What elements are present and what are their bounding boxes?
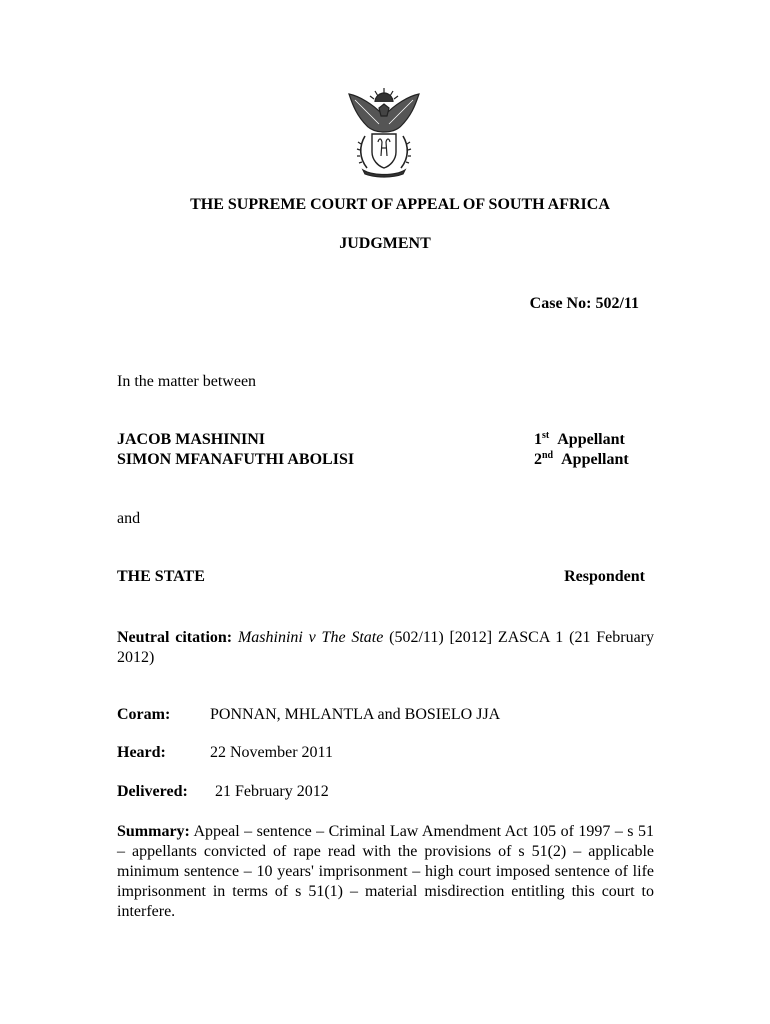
coram-value: PONNAN, MHLANTLA and BOSIELO JJA (210, 706, 501, 723)
respondent-role: Respondent (564, 568, 645, 585)
appellant-2-role (534, 451, 629, 469)
matter-intro: In the matter between (117, 373, 257, 390)
and-text: and (117, 510, 141, 527)
case-number-value: 502/11 (595, 295, 639, 312)
appellant-1-name: JACOB MASHININI (117, 431, 266, 448)
appellant-2-ordinal-suffix: nd (542, 450, 554, 461)
summary (117, 822, 654, 922)
court-title: THE SUPREME COURT OF APPEAL OF SOUTH AFRICA (190, 196, 610, 213)
heard-value: 22 November 2011 (210, 744, 333, 761)
appellant-1-role (534, 431, 625, 449)
case-number-label: Case No: (529, 295, 592, 312)
neutral-citation-label: Neutral citation: (117, 629, 233, 646)
neutral-citation-case-name: Mashinini v The State (237, 629, 384, 646)
heard-label: Heard: (117, 744, 166, 761)
summary-label: Summary: (117, 823, 190, 840)
appellant-1-ordinal: 1 (534, 431, 542, 448)
case-number (530, 295, 639, 313)
appellant-1-role-label: Appellant (557, 431, 625, 448)
appellant-2-ordinal: 2 (534, 451, 542, 468)
neutral-citation-rest: (502/11) [2012] ZASCA 1 (21 February 2012) (117, 629, 655, 666)
delivered-value: 21 February 2012 (215, 783, 329, 800)
summary-text: Appeal – sentence – Criminal Law Amendment Act 105 of 1997 – s 51 – appellants convicted of rape read with the provisions of s 51(2) – applicable minimum sentence – 10 years' imprisonment – high court imposed sentence of life imprisonment in terms of s 51(1) – material misdirection entitling this court to interfere. (117, 823, 654, 920)
respondent-name: THE STATE (117, 568, 205, 585)
judgment-title: JUDGMENT (339, 235, 431, 252)
appellant-1-ordinal-suffix: st (542, 430, 550, 441)
appellant-2-name: SIMON MFANAFUTHI ABOLISI (117, 451, 355, 468)
coat-of-arms-icon (345, 86, 423, 178)
appellant-2-role-label: Appellant (561, 451, 629, 468)
coram-label: Coram: (117, 706, 171, 723)
neutral-citation (117, 628, 654, 668)
delivered-label: Delivered: (117, 783, 188, 800)
